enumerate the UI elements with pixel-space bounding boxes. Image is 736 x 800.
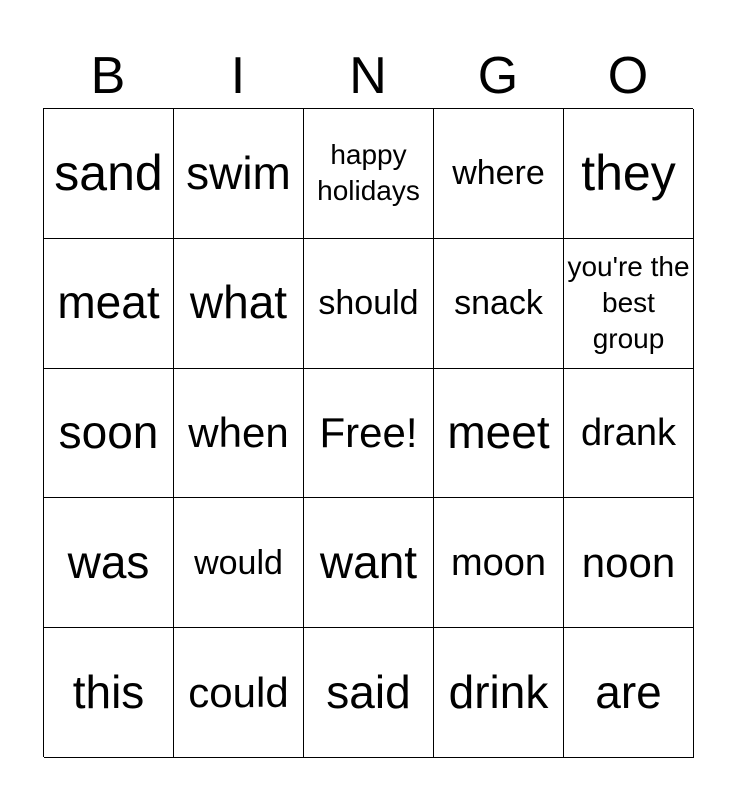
bingo-cell[interactable]: this — [44, 628, 174, 758]
bingo-cell[interactable]: swim — [174, 109, 304, 239]
bingo-board — [43, 108, 693, 757]
bingo-cell[interactable]: moon — [434, 498, 564, 628]
bingo-cell[interactable]: want — [304, 498, 434, 628]
bingo-cell[interactable]: could — [174, 628, 304, 758]
free-space-cell[interactable]: Free! — [304, 369, 434, 499]
bingo-cell[interactable]: said — [304, 628, 434, 758]
header-letter-g: G — [477, 47, 519, 105]
header-letter-b: B — [90, 47, 126, 105]
bingo-cell[interactable]: should — [304, 239, 434, 369]
bingo-cell[interactable]: drank — [564, 369, 694, 499]
bingo-cell[interactable]: when — [174, 369, 304, 499]
bingo-cell[interactable]: what — [174, 239, 304, 369]
bingo-cell[interactable]: are — [564, 628, 694, 758]
bingo-cell[interactable]: meat — [44, 239, 174, 369]
bingo-cell[interactable]: sand — [44, 109, 174, 239]
bingo-cell[interactable]: snack — [434, 239, 564, 369]
bingo-cell[interactable]: noon — [564, 498, 694, 628]
bingo-cell[interactable]: you're the best group — [564, 239, 694, 369]
bingo-cell[interactable]: where — [434, 109, 564, 239]
header-letter-i: I — [230, 47, 246, 105]
bingo-cell[interactable]: would — [174, 498, 304, 628]
header-letter-o: O — [607, 47, 649, 105]
header-letter-n: N — [349, 47, 387, 105]
bingo-cell[interactable]: was — [44, 498, 174, 628]
bingo-cell[interactable]: soon — [44, 369, 174, 499]
bingo-header — [43, 44, 693, 108]
bingo-cell[interactable]: meet — [434, 369, 564, 499]
bingo-cell[interactable]: they — [564, 109, 694, 239]
bingo-cell[interactable]: happy holidays — [304, 109, 434, 239]
bingo-cell[interactable]: drink — [434, 628, 564, 758]
